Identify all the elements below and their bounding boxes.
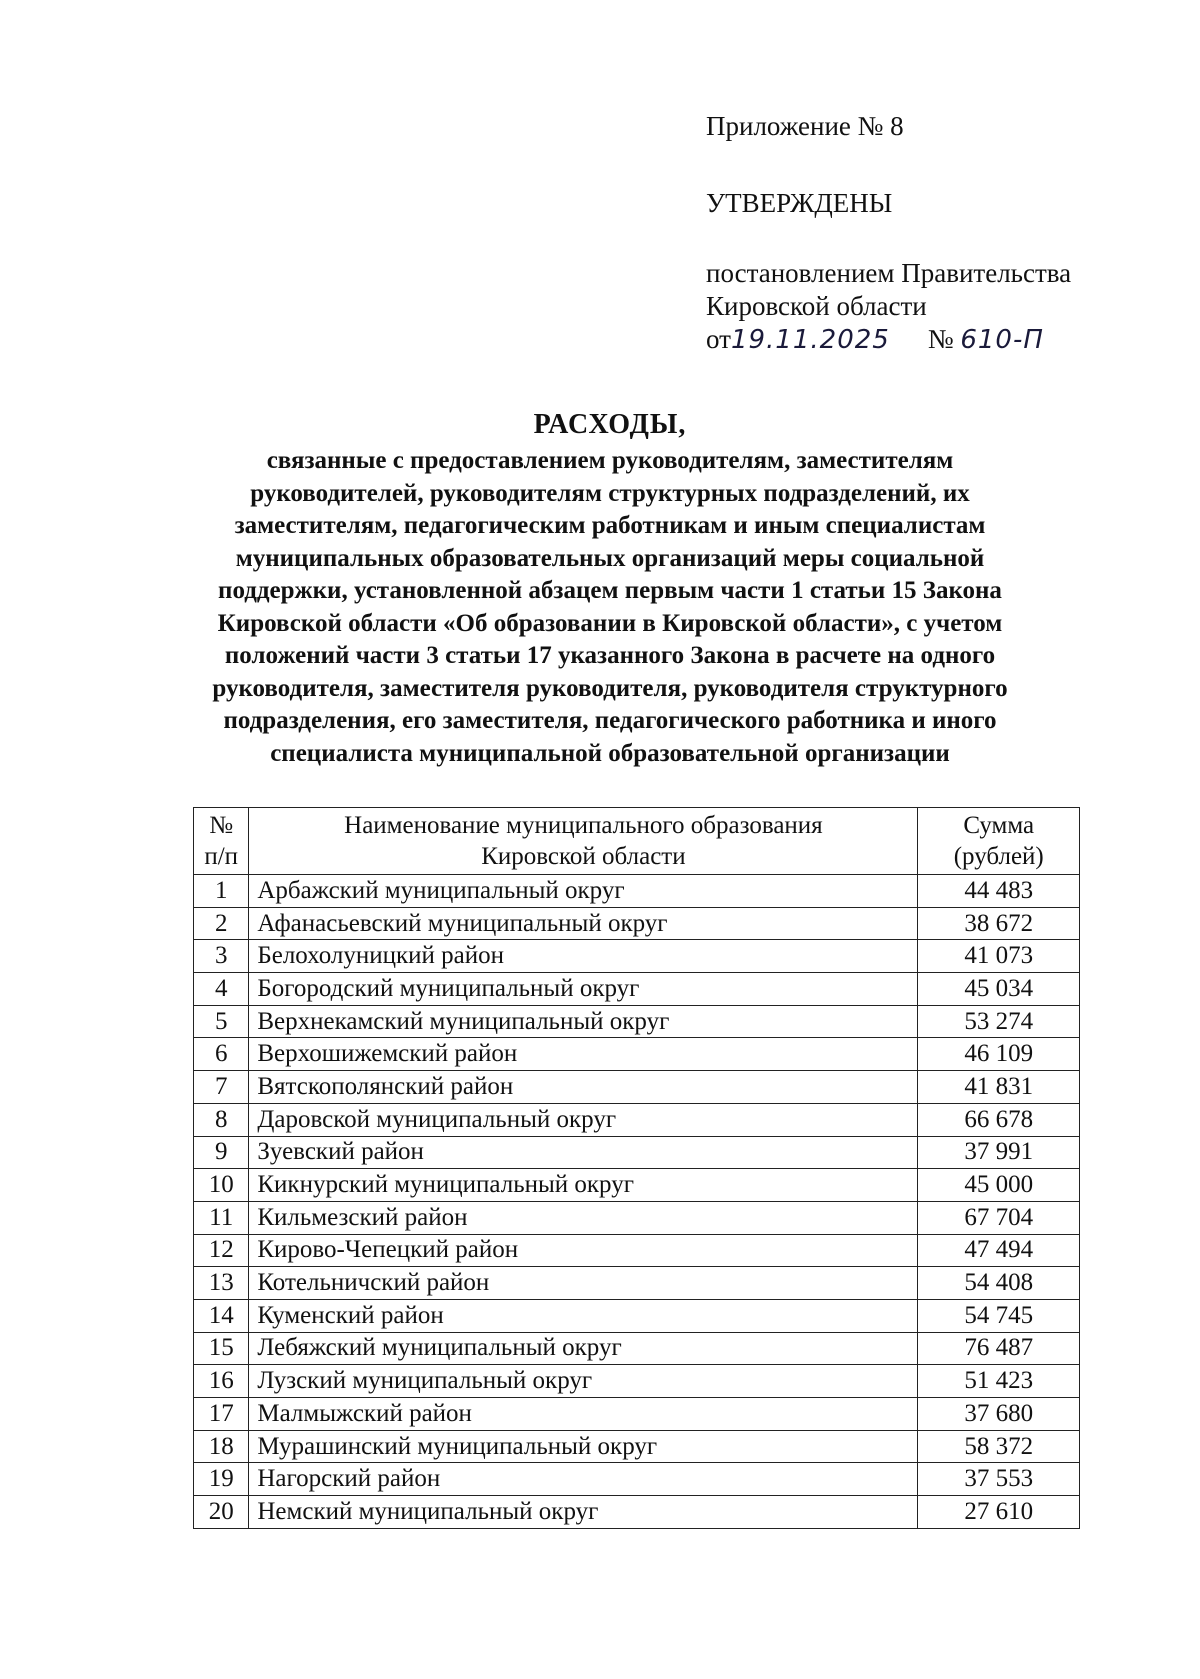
row-region-name: Нагорский район bbox=[249, 1463, 918, 1496]
table-row bbox=[194, 1234, 1080, 1267]
row-sum: 44 483 bbox=[918, 875, 1080, 908]
header-number-line2: п/п bbox=[204, 843, 239, 870]
row-number: 11 bbox=[194, 1201, 249, 1234]
number-prefix: № bbox=[927, 324, 954, 354]
title-line: поддержки, установленной абзацем первым части 1 статьи 15 Закона bbox=[218, 577, 1002, 604]
title-line: подразделения, его заместителя, педагогического работника и иного bbox=[223, 707, 997, 734]
row-number: 5 bbox=[194, 1005, 249, 1038]
table-row bbox=[194, 973, 1080, 1006]
row-region-name: Белохолуницкий район bbox=[249, 940, 918, 973]
row-sum: 54 745 bbox=[918, 1299, 1080, 1332]
row-sum: 66 678 bbox=[918, 1103, 1080, 1136]
table-row bbox=[194, 1430, 1080, 1463]
table-row bbox=[194, 1496, 1080, 1529]
row-sum: 37 680 bbox=[918, 1398, 1080, 1431]
title-line: руководителя, заместителя руководителя, руководителя структурного bbox=[212, 674, 1008, 702]
row-sum: 51 423 bbox=[918, 1365, 1080, 1398]
row-number: 10 bbox=[194, 1169, 249, 1202]
row-region-name: Немский муниципальный округ bbox=[249, 1496, 918, 1529]
title-line: связанные с предоставлением руководителям, заместителям bbox=[266, 447, 954, 474]
title-line: специалиста муниципальной образовательной организации bbox=[270, 739, 950, 767]
table-row bbox=[194, 1332, 1080, 1365]
row-region-name: Афанасьевский муниципальный округ bbox=[249, 907, 918, 940]
title-line: заместителям, педагогическим работникам и иным специалистам bbox=[234, 512, 986, 539]
row-sum: 54 408 bbox=[918, 1267, 1080, 1300]
date-number-line bbox=[706, 323, 1071, 357]
row-sum: 37 553 bbox=[918, 1463, 1080, 1496]
row-region-name: Кикнурский муниципальный округ bbox=[249, 1169, 918, 1202]
table-body bbox=[194, 875, 1080, 1529]
row-number: 2 bbox=[194, 907, 249, 940]
row-number: 16 bbox=[194, 1365, 249, 1398]
approved-by-line2: Кировской области bbox=[706, 291, 927, 321]
row-region-name: Верхошижемский район bbox=[249, 1038, 918, 1071]
row-region-name: Котельничский район bbox=[249, 1267, 918, 1300]
row-number: 8 bbox=[194, 1103, 249, 1136]
row-region-name: Малмыжский район bbox=[249, 1398, 918, 1431]
table-row bbox=[194, 1005, 1080, 1038]
row-number: 1 bbox=[194, 875, 249, 908]
regions-table bbox=[193, 807, 1080, 1529]
row-sum: 27 610 bbox=[918, 1496, 1080, 1529]
appendix-label: Приложение № 8 bbox=[706, 111, 904, 141]
row-sum: 45 034 bbox=[918, 973, 1080, 1006]
header-number-line1: № bbox=[209, 812, 234, 839]
title-main: РАСХОДЫ, bbox=[533, 409, 687, 440]
row-sum: 67 704 bbox=[918, 1201, 1080, 1234]
table-row bbox=[194, 875, 1080, 908]
table-row bbox=[194, 1136, 1080, 1169]
row-number: 17 bbox=[194, 1398, 249, 1431]
table-row bbox=[194, 1103, 1080, 1136]
row-region-name: Мурашинский муниципальный округ bbox=[249, 1430, 918, 1463]
table-row bbox=[194, 1071, 1080, 1104]
title-line: положений части 3 статьи 17 указанного Закона в расчете на одного bbox=[224, 642, 996, 669]
table-row bbox=[194, 1038, 1080, 1071]
row-number: 18 bbox=[194, 1430, 249, 1463]
table-row bbox=[194, 1169, 1080, 1202]
table-row bbox=[194, 1299, 1080, 1332]
row-number: 4 bbox=[194, 973, 249, 1006]
table-row bbox=[194, 1201, 1080, 1234]
row-number: 6 bbox=[194, 1038, 249, 1071]
row-region-name: Кильмезский район bbox=[249, 1201, 918, 1234]
table-header-row bbox=[194, 808, 1080, 875]
row-region-name: Зуевский район bbox=[249, 1136, 918, 1169]
row-region-name: Даровской муниципальный округ bbox=[249, 1103, 918, 1136]
document-title bbox=[180, 405, 1040, 770]
header-name-line1: Наименование муниципального образования bbox=[344, 812, 823, 839]
title-line: муниципальных образовательных организаций меры социальной bbox=[235, 544, 985, 572]
row-region-name: Кирово-Чепецкий район bbox=[249, 1234, 918, 1267]
row-region-name: Лузский муниципальный округ bbox=[249, 1365, 918, 1398]
title-line: Кировской области «Об образовании в Кировской области», с учетом bbox=[217, 609, 1003, 637]
title-subtitle bbox=[180, 445, 1040, 770]
table-row bbox=[194, 1365, 1080, 1398]
row-sum: 47 494 bbox=[918, 1234, 1080, 1267]
row-sum: 46 109 bbox=[918, 1038, 1080, 1071]
row-number: 12 bbox=[194, 1234, 249, 1267]
table-row bbox=[194, 907, 1080, 940]
row-region-name: Верхнекамский муниципальный округ bbox=[249, 1005, 918, 1038]
header-name bbox=[249, 808, 918, 875]
row-region-name: Куменский район bbox=[249, 1299, 918, 1332]
row-sum: 37 991 bbox=[918, 1136, 1080, 1169]
header-sum-line1: Сумма bbox=[963, 812, 1035, 839]
handwritten-number: 610-П bbox=[960, 325, 1044, 355]
row-sum: 38 672 bbox=[918, 907, 1080, 940]
row-number: 14 bbox=[194, 1299, 249, 1332]
table-row bbox=[194, 1398, 1080, 1431]
row-sum: 58 372 bbox=[918, 1430, 1080, 1463]
row-number: 7 bbox=[194, 1071, 249, 1104]
header-sum-line2: (рублей) bbox=[953, 843, 1044, 870]
approved-label: УТВЕРЖДЕНЫ bbox=[706, 188, 893, 218]
row-sum: 41 073 bbox=[918, 940, 1080, 973]
approved-by-line1: постановлением Правительства bbox=[706, 258, 1072, 288]
table-row bbox=[194, 940, 1080, 973]
row-number: 9 bbox=[194, 1136, 249, 1169]
row-number: 19 bbox=[194, 1463, 249, 1496]
row-region-name: Лебяжский муниципальный округ bbox=[249, 1332, 918, 1365]
header-name-line2: Кировской области bbox=[481, 843, 686, 870]
handwritten-date: 19.11.2025 bbox=[730, 325, 890, 355]
row-region-name: Богородский муниципальный округ bbox=[249, 973, 918, 1006]
table-row bbox=[194, 1463, 1080, 1496]
table-row bbox=[194, 1267, 1080, 1300]
header-number bbox=[194, 808, 249, 875]
date-prefix: от bbox=[706, 324, 731, 354]
row-sum: 41 831 bbox=[918, 1071, 1080, 1104]
row-region-name: Вятскополянский район bbox=[249, 1071, 918, 1104]
row-sum: 76 487 bbox=[918, 1332, 1080, 1365]
row-number: 15 bbox=[194, 1332, 249, 1365]
approval-block bbox=[706, 110, 1071, 357]
header-sum bbox=[918, 808, 1080, 875]
row-sum: 53 274 bbox=[918, 1005, 1080, 1038]
row-region-name: Арбажский муниципальный округ bbox=[249, 875, 918, 908]
row-sum: 45 000 bbox=[918, 1169, 1080, 1202]
row-number: 20 bbox=[194, 1496, 249, 1529]
row-number: 13 bbox=[194, 1267, 249, 1300]
title-line: руководителей, руководителям структурных подразделений, их bbox=[250, 479, 970, 507]
row-number: 3 bbox=[194, 940, 249, 973]
